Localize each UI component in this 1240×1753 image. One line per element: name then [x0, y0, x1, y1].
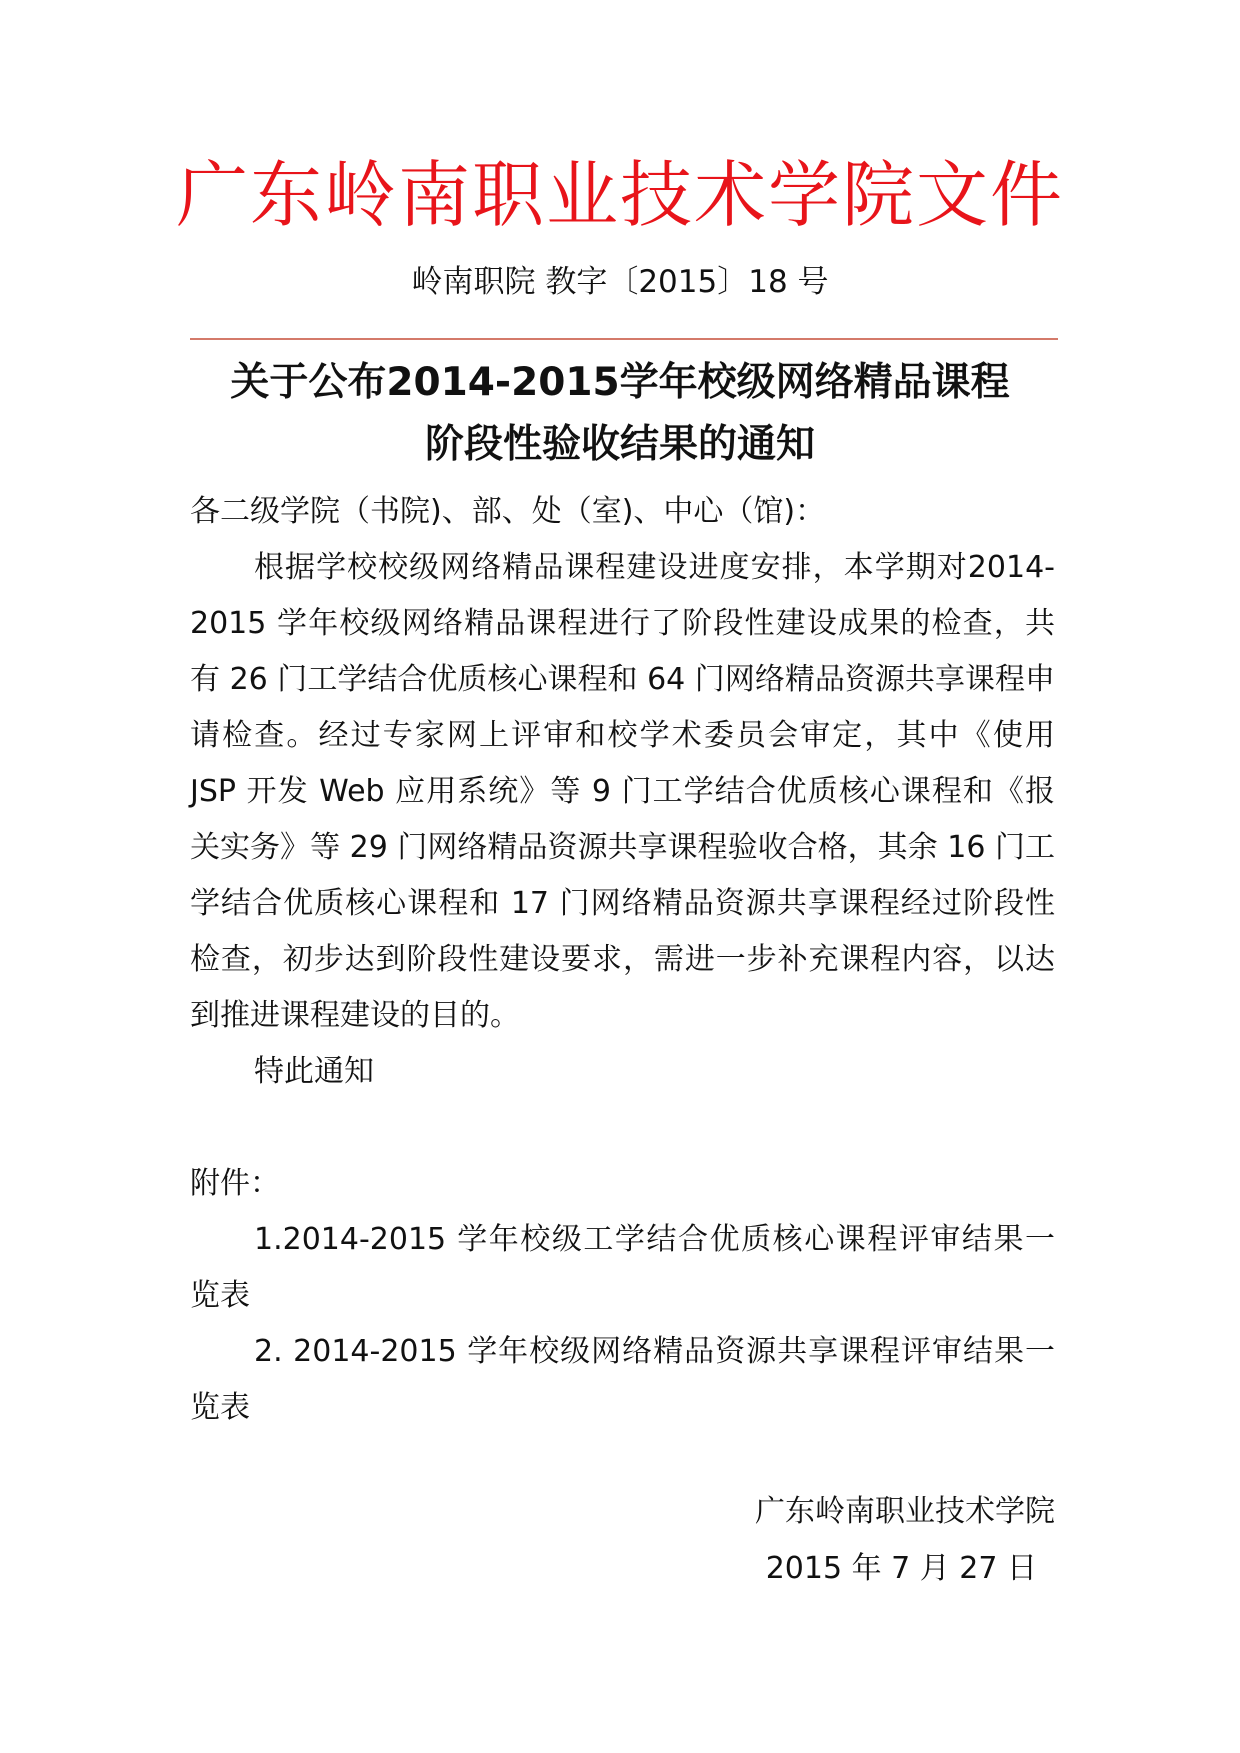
salutation: 各二级学院（书院)、部、处（室)、中心（馆)： — [190, 494, 826, 529]
attachment-item-1: 1.2014-2015 学年校级工学结合优质核心课程评审结果一览表 — [190, 1222, 1055, 1313]
notice-title-line-2: 阶段性验收结果的通知 — [424, 422, 815, 467]
document-number: 岭南职院 教字〔2015〕18 号 — [411, 264, 829, 300]
notice-title-line-1: 关于公布2014-2015学年校级网络精品课程 — [230, 360, 1010, 405]
document-header-title: 广东岭南职业技术学院文件 — [175, 153, 1064, 237]
signature-date: 2015 年 7 月 27 日 — [765, 1551, 1037, 1586]
closing-remark: 特此通知 — [254, 1054, 374, 1089]
notice-title — [180, 352, 1060, 476]
signature-organization: 广东岭南职业技术学院 — [755, 1494, 1055, 1529]
attachments-label: 附件： — [190, 1166, 280, 1201]
attachment-item-2: 2. 2014-2015 学年校级网络精品资源共享课程评审结果一览表 — [190, 1334, 1055, 1425]
main-paragraph: 根据学校校级网络精品课程建设进度安排，本学期对2014-2015 学年校级网络精品课程进行了阶段性建设成果的检查，共有 26 门工学结合优质核心课程和 64 门网络精品资源共享课程申请检查。经过专家网上评审和校学术委员会审定，其中《使用 JSP 开发 Web 应用系统》等 9 门工学结合优质核心课程和《报关实务》等 29 门网络精品资源共享课程验收合格，其余 16 门工学结合优质核心课程和 17 门网络精品资源共享课程经过阶段性检查，初步达到阶段性建设要求，需进一步补充课程内容，以达到推进课程建设的目的。 — [190, 550, 1055, 1033]
header-divider — [190, 338, 1058, 340]
